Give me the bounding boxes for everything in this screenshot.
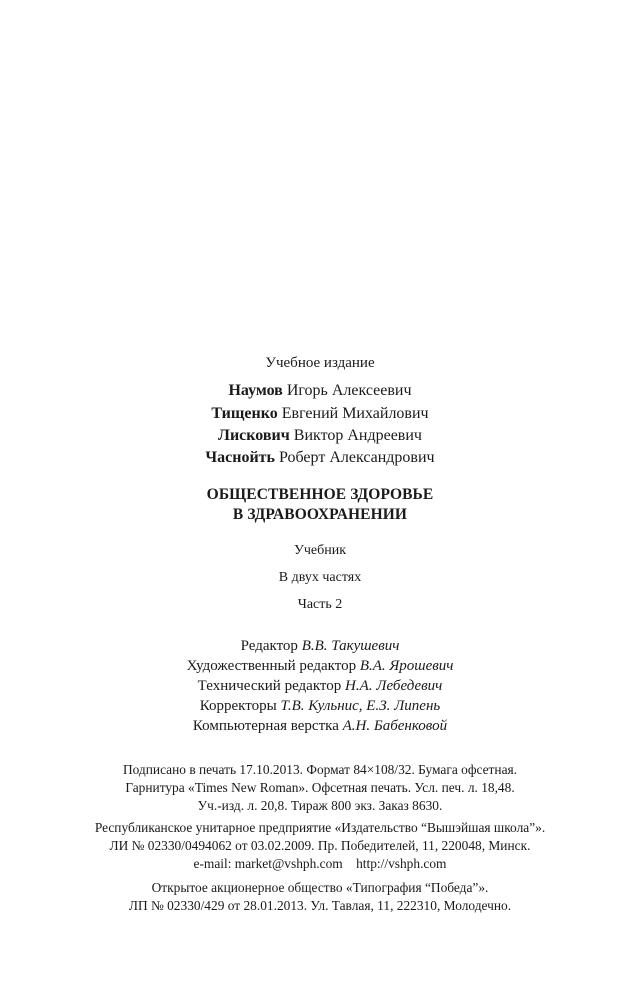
- credit-role: Художественный редактор: [186, 658, 357, 674]
- credit-name: В.А. Ярошевич: [359, 658, 454, 674]
- credit-name: Н.А. Лебедевич: [345, 678, 443, 694]
- author-line: [0, 405, 640, 423]
- book-title-line-2: В ЗДРАВООХРАНЕНИИ: [232, 506, 408, 523]
- author-surname: Лискович: [218, 427, 290, 444]
- book-part-number: Часть 2: [297, 597, 343, 612]
- print-info-line: Подписано в печать 17.10.2013. Формат 84×108/32. Бумага офсетная.: [122, 762, 518, 777]
- author-given-name: Роберт Александрович: [279, 449, 435, 466]
- author-surname: Часнойть: [205, 449, 275, 466]
- book-title-line-1: ОБЩЕСТВЕННОЕ ЗДОРОВЬЕ: [206, 486, 434, 503]
- author-surname: Наумов: [228, 382, 283, 399]
- credit-name: Т.В. Кульнис, Е.З. Липень: [280, 698, 441, 714]
- print-info-line: Гарнитура «Times New Roman». Офсетная печать. Усл. печ. л. 18,48.: [125, 780, 515, 795]
- publisher-info-line: Республиканское унитарное предприятие «Издательство “Вышэйшая школа”».: [94, 820, 546, 835]
- author-line: [0, 382, 640, 400]
- credit-line: [0, 658, 640, 675]
- book-parts: В двух частях: [278, 570, 362, 585]
- author-given-name: Виктор Андреевич: [293, 427, 422, 444]
- publisher-info-line: e-mail: market@vshph.com http://vshph.com: [193, 856, 447, 871]
- book-type: Учебник: [293, 543, 347, 558]
- author-given-name: Игорь Алексеевич: [286, 382, 412, 399]
- author-surname: Тищенко: [211, 405, 278, 422]
- author-line: [0, 449, 640, 467]
- author-line: [0, 427, 640, 445]
- credit-line: [0, 678, 640, 695]
- printer-info-line: ЛП № 02330/429 от 28.01.2013. Ул. Тавлая, 11, 222310, Молодечно.: [128, 898, 512, 913]
- credit-name: В.В. Такушевич: [301, 638, 400, 654]
- credit-role: Корректоры: [199, 698, 277, 714]
- credit-role: Компьютерная верстка: [192, 718, 339, 734]
- credit-line: [0, 718, 640, 735]
- publisher-info-line: ЛИ № 02330/0494062 от 03.02.2009. Пр. Победителей, 11, 220048, Минск.: [109, 838, 531, 853]
- edition-type: Учебное издание: [265, 355, 375, 371]
- author-given-name: Евгений Михайлович: [281, 405, 429, 422]
- credit-role: Технический редактор: [197, 678, 342, 694]
- credit-role: Редактор: [240, 638, 298, 654]
- credit-line: [0, 698, 640, 715]
- credit-name: А.Н. Бабенковой: [342, 718, 448, 734]
- print-info-line: Уч.-изд. л. 20,8. Тираж 800 экз. Заказ 8630.: [197, 798, 443, 813]
- credit-line: [0, 638, 640, 655]
- printer-info-line: Открытое акционерное общество «Типография “Победа”».: [151, 880, 489, 895]
